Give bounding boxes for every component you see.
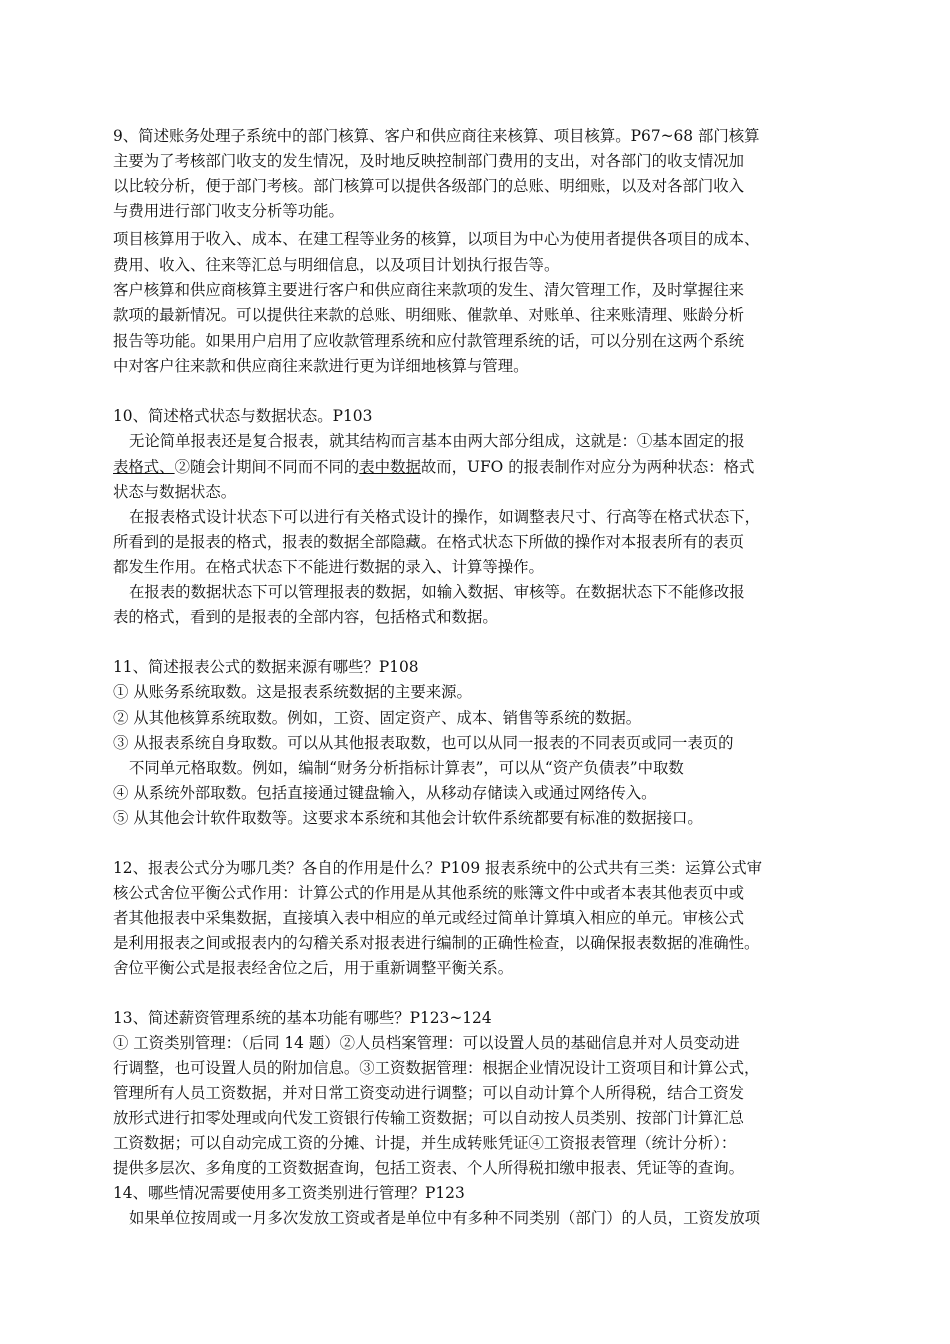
q11-list-item: ② 从其他核算系统取数。例如，工资、固定资产、成本、销售等系统的数据。: [113, 709, 642, 727]
q10-text-line: 表的格式，看到的是报表的全部内容，包括格式和数据。: [113, 608, 498, 626]
q13-text-line: 管理所有人员工资数据，并对日常工资变动进行调整；可以自动计算个人所得税，结合工资发: [113, 1084, 745, 1102]
q12-text-line: 核公式舍位平衡公式作用：计算公式的作用是从其他系统的账簿文件中或者本表其他表页中或: [113, 884, 745, 902]
q13-text-line: 行调整，也可设置人员的附加信息。③工资数据管理：根据企业情况设计工资项目和计算公式，: [113, 1059, 760, 1077]
q9-text-line: 项目核算用于收入、成本、在建工程等业务的核算，以项目为中心为使用者提供各项目的成本、: [113, 230, 760, 248]
q9-text-line: 客户核算和供应商核算主要进行客户和供应商往来款项的发生、清欠管理工作，及时掌握往来: [113, 281, 745, 299]
q11-list-item: ⑤ 从其他会计软件取数等。这要求本系统和其他会计软件系统都要有标准的数据接口。: [113, 809, 703, 827]
q13-text-line: ① 工资类别管理：（后同 14 题）②人员档案管理：可以设置人员的基础信息并对人员变动进: [113, 1034, 740, 1052]
q10-text-line: 无论简单报表还是复合报表，就其结构而言基本由两大部分组成，这就是：①基本固定的报: [129, 432, 745, 450]
q9-text-line: 款项的最新情况。可以提供往来款的总账、明细账、催款单、对账单、往来账清理、账龄分析: [113, 306, 745, 324]
q9-text-line: 以比较分析，便于部门考核。部门核算可以提供各级部门的总账、明细账，以及对各部门收入: [113, 177, 745, 195]
q10-text-line: 所看到的是报表的格式，报表的数据全部隐藏。在格式状态下所做的操作对本报表所有的表页: [113, 533, 745, 551]
q12-text-line: 者其他报表中采集数据，直接填入表中相应的单元或经过简单计算填入相应的单元。审核公式: [113, 909, 745, 927]
q9-text-line: 主要为了考核部门收支的发生情况，及时地反映控制部门费用的支出，对各部门的收支情况加: [113, 152, 745, 170]
q12-title-line: 12、报表公式分为哪几类？各自的作用是什么？P109 报表系统中的公式共有三类：运算公式审: [113, 859, 763, 877]
q11-list-item: ③ 从报表系统自身取数。可以从其他报表取数，也可以从同一报表的不同表页或同一表页的: [113, 734, 734, 752]
q10-text-line: 在报表格式设计状态下可以进行有关格式设计的操作，如调整表尺寸、行高等在格式状态下，: [129, 508, 761, 526]
q12-text-line: 是利用报表之间或报表内的勾稽关系对报表进行编制的正确性检查，以确保报表数据的准确性。: [113, 934, 760, 952]
q10-text-line: 状态与数据状态。: [113, 483, 237, 501]
q14-text-line: 如果单位按周或一月多次发放工资或者是单位中有多种不同类别（部门）的人员，工资发放项: [129, 1209, 761, 1227]
q9-title-line: 9、简述账务处理子系统中的部门核算、客户和供应商往来核算、项目核算。P67~68 部门核算: [113, 127, 760, 145]
q11-list-item: ④ 从系统外部取数。包括直接通过键盘输入，从移动存储读入或通过网络传入。: [113, 784, 657, 802]
q10-text-line: [113, 455, 754, 480]
q11-list-item: ① 从账务系统取数。这是报表系统数据的主要来源。: [113, 683, 472, 701]
q14-title: 14、哪些情况需要使用多工资类别进行管理？P123: [113, 1184, 465, 1202]
underlined-term-data: 表中数据: [359, 458, 421, 476]
underlined-term-format: 表格式、: [113, 458, 175, 476]
q13-text-line: 工资数据；可以自动完成工资的分摊、计提，并生成转账凭证④工资报表管理（统计分析）：: [113, 1134, 737, 1152]
q9-text-line: 费用、收入、往来等汇总与明细信息，以及项目计划执行报告等。: [113, 256, 560, 274]
q10-text-segment: ②随会计期间不同而不同的: [174, 458, 360, 476]
q10-text-line: 都发生作用。在格式状态下不能进行数据的录入、计算等操作。: [113, 558, 544, 576]
q9-text-line: 中对客户往来款和供应商往来款进行更为详细地核算与管理。: [113, 357, 529, 375]
q10-text-line: 在报表的数据状态下可以管理报表的数据，如输入数据、审核等。在数据状态下不能修改报: [129, 583, 745, 601]
q11-list-item-continued: 不同单元格取数。例如，编制“财务分析指标计算表”，可以从“资产负债表”中取数: [129, 759, 684, 777]
q13-text-line: 提供多层次、多角度的工资数据查询，包括工资表、个人所得税扣缴申报表、凭证等的查询。: [113, 1159, 745, 1177]
q13-title: 13、简述薪资管理系统的基本功能有哪些？P123~124: [113, 1009, 492, 1027]
q10-title: 10、简述格式状态与数据状态。P103: [113, 407, 373, 425]
q13-text-line: 放形式进行扣零处理或向代发工资银行传输工资数据；可以自动按人员类别、按部门计算汇总: [113, 1109, 745, 1127]
q9-text-line: 与费用进行部门收支分析等功能。: [113, 202, 344, 220]
q11-title: 11、简述报表公式的数据来源有哪些？P108: [113, 658, 419, 676]
q10-text-segment: 故而，UFO 的报表制作对应分为两种状态：格式: [420, 458, 755, 476]
q12-text-line: 舍位平衡公式是报表经舍位之后，用于重新调整平衡关系。: [113, 959, 514, 977]
q9-text-line: 报告等功能。如果用户启用了应收款管理系统和应付款管理系统的话，可以分别在这两个系统: [113, 332, 745, 350]
